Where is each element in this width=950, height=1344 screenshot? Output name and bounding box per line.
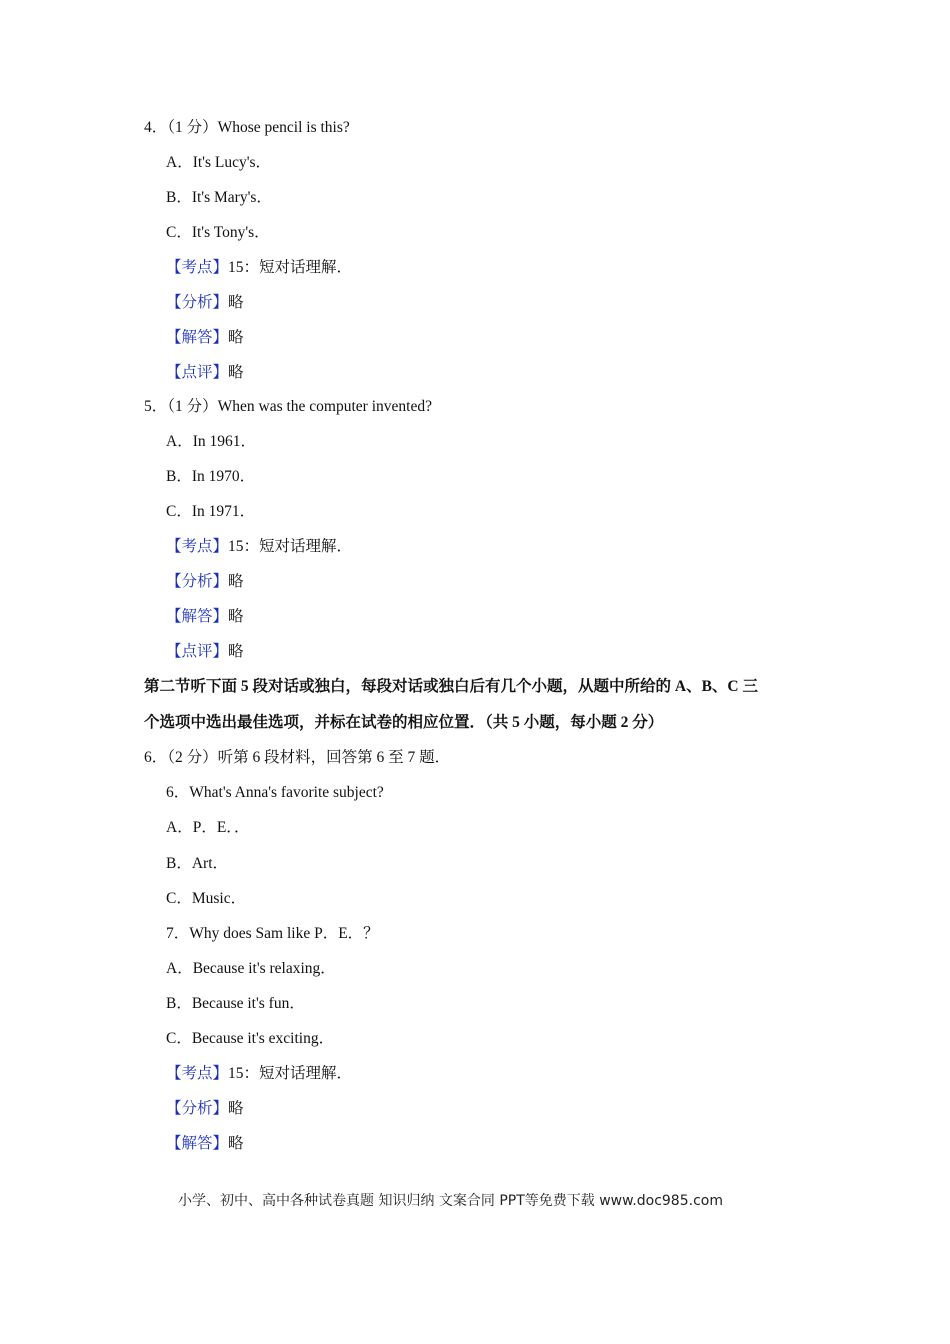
jieda-tag: 【解答】	[166, 1135, 229, 1152]
question-4-fenxi	[166, 293, 244, 313]
jieda-text: 略	[228, 608, 244, 625]
sub-question-7-option-b: B．Because it's fun．	[166, 995, 305, 1012]
kaodian-tag: 【考点】	[166, 1065, 229, 1082]
question-6-kaodian	[166, 1064, 352, 1084]
fenxi-text: 略	[228, 294, 244, 311]
question-6-stem: 6．（2 分）听第 6 段材料，回答第 6 至 7 题．	[144, 749, 451, 766]
jieda-text: 略	[228, 1135, 244, 1152]
question-5-jieda	[166, 607, 244, 627]
dianping-tag: 【点评】	[166, 643, 229, 660]
kaodian-tag: 【考点】	[166, 538, 229, 555]
fenxi-text: 略	[228, 573, 244, 590]
kaodian-text: 15：短对话理解．	[228, 1065, 353, 1082]
sub-question-6: 6．What's Anna's favorite subject?	[166, 784, 384, 801]
question-5-dianping	[166, 642, 244, 662]
question-4-dianping	[166, 363, 244, 383]
question-5-option-c: C．In 1971．	[166, 503, 256, 520]
sub-question-6-option-c: C．Music．	[166, 890, 247, 907]
jieda-text: 略	[228, 329, 244, 346]
fenxi-tag: 【分析】	[166, 573, 229, 590]
section-2-heading-line-2: 个选项中选出最佳选项，并标在试卷的相应位置．（共 5 小题，每小题 2 分）	[144, 714, 664, 731]
question-5-stem: 5．（1 分）When was the computer invented?	[144, 398, 432, 415]
question-4-option-c: C．It's Tony's．	[166, 224, 270, 241]
question-5-kaodian	[166, 537, 352, 557]
kaodian-text: 15：短对话理解．	[228, 538, 353, 555]
kaodian-tag: 【考点】	[166, 259, 229, 276]
dianping-text: 略	[228, 364, 244, 381]
question-5-option-b: B．In 1970．	[166, 468, 256, 485]
fenxi-text: 略	[228, 1100, 244, 1117]
question-4-stem: 4．（1 分）Whose pencil is this?	[144, 119, 350, 136]
fenxi-tag: 【分析】	[166, 294, 229, 311]
question-5-fenxi	[166, 572, 244, 592]
sub-question-7-option-c: C．Because it's exciting．	[166, 1030, 335, 1047]
sub-question-6-option-a: A．P．E．．	[166, 819, 250, 836]
sub-question-6-option-b: B．Art．	[166, 855, 229, 872]
question-4-option-a: A．It's Lucy's．	[166, 154, 272, 171]
jieda-tag: 【解答】	[166, 608, 229, 625]
section-2-heading-line-1: 第二节听下面 5 段对话或独白，每段对话或独白后有几个小题，从题中所给的 A、B、C 三	[144, 678, 758, 695]
jieda-tag: 【解答】	[166, 329, 229, 346]
sub-question-7-option-a: A．Because it's relaxing．	[166, 960, 336, 977]
question-6-jieda	[166, 1134, 244, 1154]
dianping-text: 略	[228, 643, 244, 660]
question-4-jieda	[166, 328, 244, 348]
page-footer: 小学、初中、高中各种试卷真题 知识归纳 文案合同 PPT等免费下载 www.doc985.com	[178, 1193, 723, 1209]
question-4-option-b: B．It's Mary's．	[166, 189, 272, 206]
dianping-tag: 【点评】	[166, 364, 229, 381]
question-4-kaodian	[166, 258, 352, 278]
fenxi-tag: 【分析】	[166, 1100, 229, 1117]
sub-question-7: 7．Why does Sam like P．E．？	[166, 925, 379, 942]
kaodian-text: 15：短对话理解．	[228, 259, 353, 276]
question-6-fenxi	[166, 1099, 244, 1119]
question-5-option-a: A．In 1961．	[166, 433, 256, 450]
